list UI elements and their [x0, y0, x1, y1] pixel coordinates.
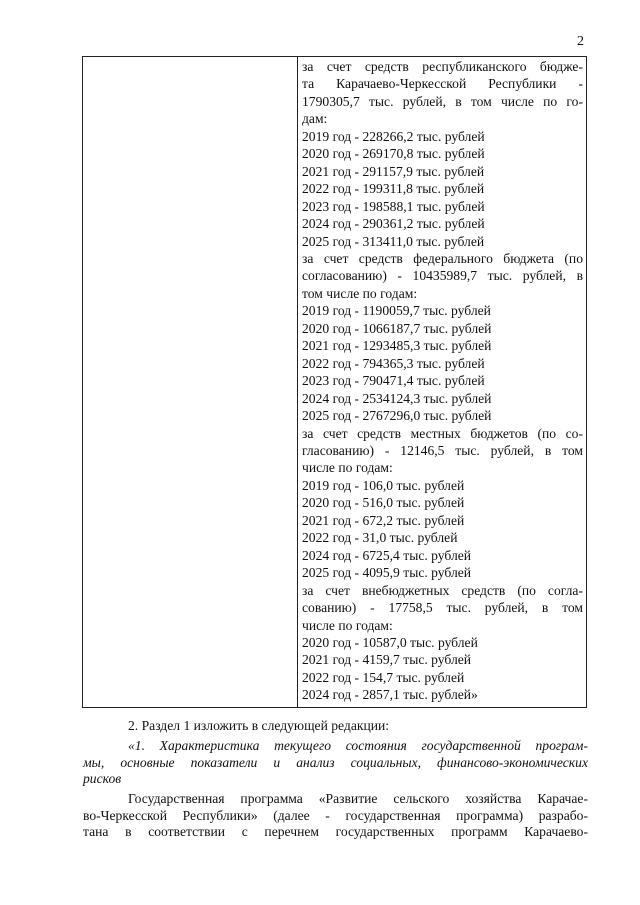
page-number: 2	[577, 34, 584, 49]
text-line: 2022 год - 794365,3 тыс. рублей	[302, 355, 485, 371]
text-line: числе по годам:	[302, 617, 393, 633]
text-line: 2022 год - 199311,8 тыс. рублей	[302, 181, 485, 197]
funding-lines	[302, 58, 583, 704]
text-line: 2021 год - 4159,7 тыс. рублей	[302, 652, 472, 668]
section-instruction-block	[83, 718, 588, 735]
text-line: за счет средств местных бюджетов (по со-	[302, 425, 583, 441]
paragraph	[83, 791, 588, 841]
text-line: за счет внебюджетных средств (по согла-	[302, 582, 583, 598]
text-line: 2022 год - 154,7 тыс. рублей	[302, 669, 465, 685]
text-line: 2025 год - 313411,0 тыс. рублей	[302, 233, 485, 249]
text-line: согласованию) - 10435989,7 тыс. рублей, в	[302, 268, 583, 284]
text-line: дам:	[302, 111, 328, 127]
text-line: 2024 год - 6725,4 тыс. рублей	[302, 547, 472, 563]
text-line: сованию) - 17758,5 тыс. рублей, в том	[302, 600, 583, 616]
text-line: 2021 год - 672,2 тыс. рублей	[302, 512, 465, 528]
section-instruction: 2. Раздел 1 изложить в следующей редакции:	[128, 718, 390, 733]
text-line: 2024 год - 2857,1 тыс. рублей»	[302, 687, 478, 703]
table-row	[83, 57, 587, 708]
text-line: мы, основные показатели и анализ социальных, финансово-экономических	[83, 754, 588, 770]
text-line: рисков	[83, 771, 122, 787]
text-line: та Карачаево-Черкесской Республики -	[302, 76, 583, 92]
text-line: 2019 год - 1190059,7 тыс. рублей	[302, 303, 491, 319]
text-line: за счет средств федерального бюджета (по	[302, 250, 583, 266]
text-line: 2019 год - 228266,2 тыс. рублей	[302, 128, 485, 144]
text-line: за счет средств республиканского бюдже-	[302, 59, 583, 74]
text-line: 2022 год - 31,0 тыс. рублей	[302, 530, 458, 546]
table-cell-label	[83, 57, 298, 708]
text-line: 2025 год - 2767296,0 тыс. рублей	[302, 408, 492, 424]
text-line: 2024 год - 2534124,3 тыс. рублей	[302, 390, 492, 406]
table-cell-funding	[298, 57, 587, 708]
text-line: 2020 год - 516,0 тыс. рублей	[302, 495, 465, 511]
text-line: 2021 год - 291157,9 тыс. рублей	[302, 163, 485, 179]
text-line: Государственная программа «Развитие сельского хозяйства Карачае-	[128, 791, 588, 806]
text-line: 2023 год - 790471,4 тыс. рублей	[302, 373, 485, 389]
text-line: «1. Характеристика текущего состояния государственной програм-	[128, 738, 588, 753]
text-line: во-Черкесской Республики» (далее - государственная программа) разрабо-	[83, 807, 588, 823]
text-line: 2023 год - 198588,1 тыс. рублей	[302, 198, 485, 214]
text-line: 2025 год - 4095,9 тыс. рублей	[302, 565, 472, 581]
text-line: 2020 год - 1066187,7 тыс. рублей	[302, 320, 492, 336]
text-line: том числе по годам:	[302, 285, 418, 301]
text-line: гласованию) - 12146,5 тыс. рублей, в том	[302, 442, 583, 458]
section-heading	[83, 738, 588, 788]
text-line: 2020 год - 269170,8 тыс. рублей	[302, 146, 485, 162]
text-line: 2024 год - 290361,2 тыс. рублей	[302, 216, 485, 232]
text-line: 2019 год - 106,0 тыс. рублей	[302, 477, 465, 493]
funding-table	[82, 56, 587, 708]
text-line: 1790305,7 тыс. рублей, в том числе по го-	[302, 93, 583, 109]
text-line: 2021 год - 1293485,3 тыс. рублей	[302, 338, 492, 354]
text-line: 2020 год - 10587,0 тыс. рублей	[302, 634, 478, 650]
text-line: тана в соответствии с перечнем государственных программ Карачаево-	[83, 824, 588, 840]
text-line: числе по годам:	[302, 460, 393, 476]
